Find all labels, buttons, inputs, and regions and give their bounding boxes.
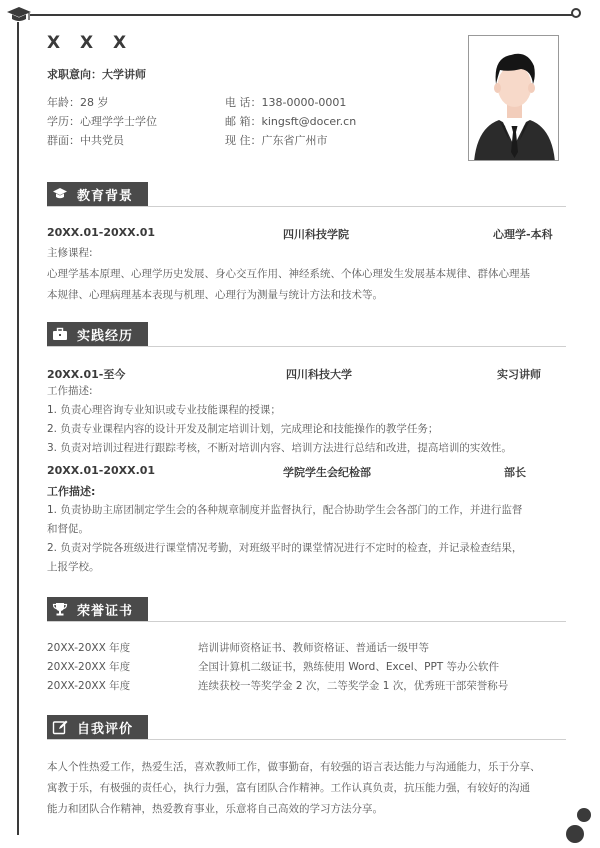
job-desc-item: 3. 负责对培训过程进行跟踪考核，不断对培训内容、培训方法进行总结和改进，提高培训的实效性。	[47, 442, 512, 454]
info-education: 学历：心理学学士学位	[47, 115, 157, 128]
info-age: 年龄：28 岁	[47, 96, 109, 109]
job-desc-label: 工作描述:	[47, 385, 93, 397]
courses-text-line: 本规律、心理病理基本表现与机理、心理行为测量与统计方法和技术等。	[47, 289, 383, 301]
education-major: 心理学-本科	[493, 228, 553, 241]
job-desc-item: 1. 负责心理咨询专业知识或专业技能课程的授课；	[47, 404, 281, 416]
honor-text: 全国计算机二级证书，熟练使用 Word、Excel、PPT 等办公软件	[198, 661, 500, 673]
job-objective: 求职意向：大学讲师	[47, 68, 146, 81]
decorative-dot	[566, 825, 584, 843]
job-desc-item: 和督促。	[47, 523, 89, 535]
section-header-education	[47, 182, 566, 206]
job-period: 20XX.01-至今	[47, 368, 126, 381]
job-desc-item: 2. 负责专业课程内容的设计开发及制定培训计划，完成理论和技能操作的教学任务；	[47, 423, 439, 435]
job-role: 部长	[504, 466, 526, 479]
courses-label: 主修课程:	[47, 247, 93, 259]
section-title: 教育背景	[77, 189, 134, 204]
honor-text: 连续获校一等奖学金 2 次，二等奖学金 1 次，优秀班干部荣誉称号	[198, 680, 509, 692]
info-address: 现 住：广东省广州市	[225, 134, 328, 147]
job-role: 实习讲师	[497, 368, 541, 381]
job-period: 20XX.01-20XX.01	[47, 464, 156, 477]
trophy-icon	[52, 601, 68, 617]
info-party: 群面：中共党员	[47, 134, 124, 147]
candidate-name: X X X	[47, 33, 129, 53]
honor-year: 20XX-20XX 年度	[47, 661, 131, 673]
profile-photo	[468, 35, 559, 161]
graduation-cap-icon	[52, 186, 68, 202]
section-header-honors	[47, 597, 566, 621]
education-school: 四川科技学院	[283, 228, 349, 241]
courses-text-line: 心理学基本原理、心理学历史发展、身心交互作用、神经系统、个体心理发生发展基本规律、群体心理基	[47, 268, 530, 280]
section-title: 自我评价	[77, 722, 134, 737]
graduation-cap-icon	[6, 5, 32, 25]
job-org: 四川科技大学	[286, 368, 352, 381]
education-period: 20XX.01-20XX.01	[47, 226, 156, 239]
section-underline	[47, 739, 566, 740]
section-underline	[47, 206, 566, 207]
section-header-practice	[47, 322, 566, 346]
edit-icon	[52, 719, 68, 735]
briefcase-icon	[52, 326, 68, 342]
section-title: 荣誉证书	[77, 604, 134, 619]
honor-year: 20XX-20XX 年度	[47, 642, 131, 654]
info-phone: 电 话：138-0000-0001	[225, 96, 347, 109]
job-desc-item: 2. 负责对学院各班级进行课堂情况考勤，对班级平时的课堂情况进行不定时的检查，并记录检查结果，	[47, 542, 523, 554]
job-desc-item: 上报学校。	[47, 561, 100, 573]
section-header-self-evaluation	[47, 715, 566, 739]
self-evaluation-line: 寓教于乐，有极强的责任心，执行力强，富有团队合作精神。工作认真负责，抗压能力强，有较好的沟通	[47, 782, 530, 794]
section-title: 实践经历	[77, 329, 134, 344]
honor-year: 20XX-20XX 年度	[47, 680, 131, 692]
info-email: 邮 箱：kingsft@docer.cn	[225, 115, 357, 128]
left-divider-line	[17, 22, 19, 835]
job-desc-label: 工作描述:	[47, 485, 96, 498]
self-evaluation-line: 能力和团队合作精神，热爱教育事业，乐意将自己高效的学习方法分享。	[47, 803, 383, 815]
section-underline	[47, 346, 566, 347]
honor-text: 培训讲师资格证书、教师资格证、普通话一级甲等	[198, 642, 429, 654]
job-org: 学院学生会纪检部	[283, 466, 371, 479]
self-evaluation-line: 本人个性热爱工作，热爱生活，喜欢教师工作，做事勤奋，有较强的语言表达能力与沟通能力，乐于分享、	[47, 761, 541, 773]
decorative-dot	[577, 808, 591, 822]
decorative-ring	[571, 8, 581, 18]
job-desc-item: 1. 负责协助主席团制定学生会的各种规章制度并监督执行，配合协助学生会各部门的工作，并进行监督	[47, 504, 523, 516]
top-divider-line	[30, 14, 576, 16]
section-underline	[47, 621, 566, 622]
